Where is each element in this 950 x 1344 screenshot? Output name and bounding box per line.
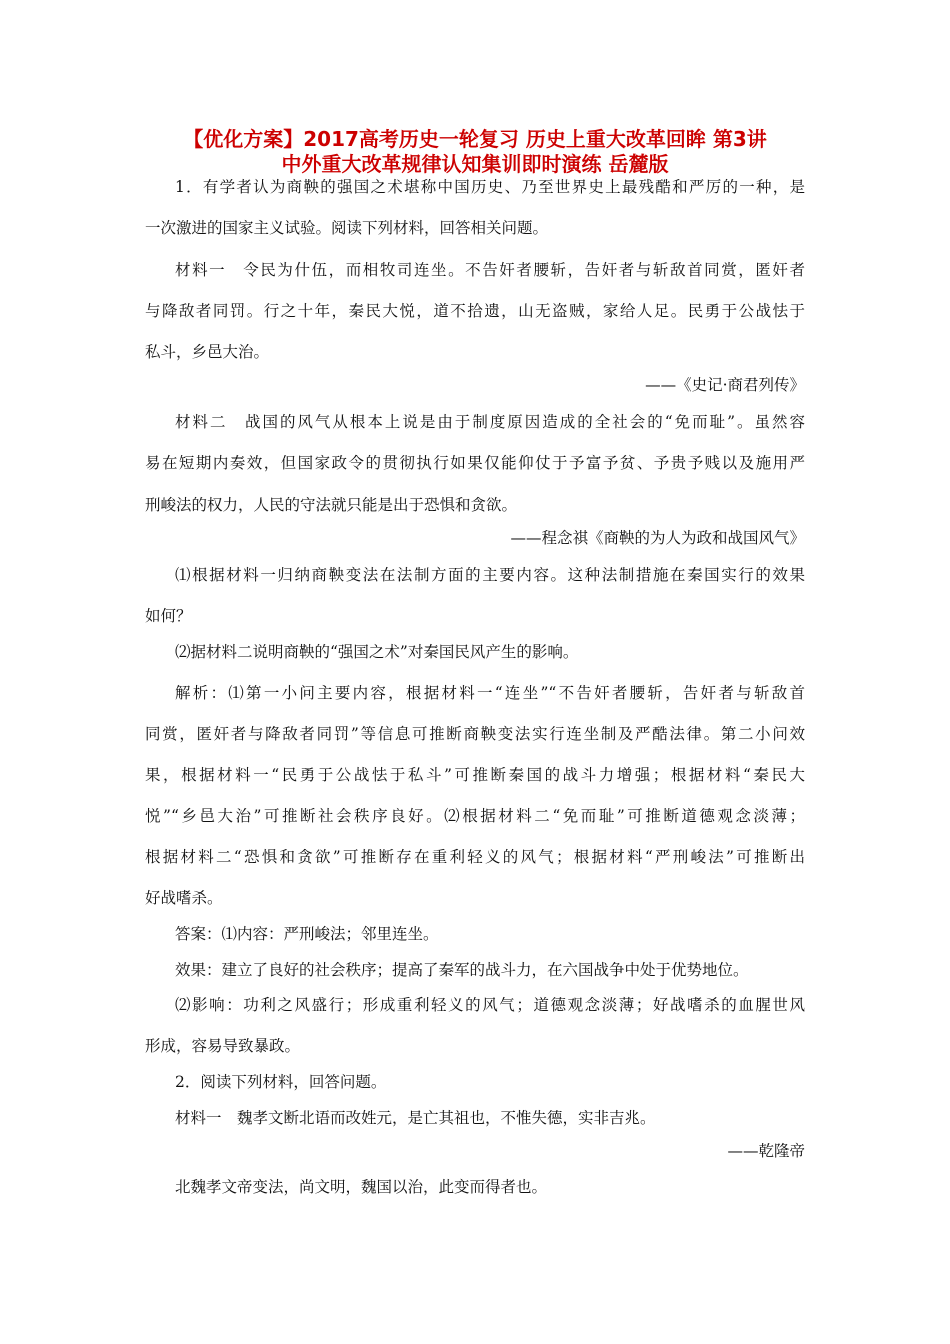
analysis-line-3: 果，根据材料一“民勇于公战怯于私斗”可推断秦国的战斗力增强；根据材料“秦民大 xyxy=(145,766,805,784)
answer-content: 答案：⑴内容：严刑峻法；邻里连坐。 xyxy=(175,925,439,943)
q2-material-1: 材料一 魏孝文断北语而改姓元，是亡其祖也，不惟失德，实非吉兆。 xyxy=(175,1109,656,1127)
answer-impact-line-2: 形成，容易导致暴政。 xyxy=(145,1037,301,1055)
analysis-line-6: 好战嗜杀。 xyxy=(145,889,223,907)
answer-effect: 效果：建立了良好的社会秩序；提高了秦军的战斗力，在六国战争中处于优势地位。 xyxy=(175,961,749,979)
analysis-line-2: 同赏，匿奸者与降敌者同罚”等信息可推断商鞅变法实行连坐制及严酷法律。第二小问效 xyxy=(145,725,805,743)
analysis-line-5: 根据材料二“恐惧和贪欲”可推断存在重利轻义的风气；根据材料“严刑峻法”可推断出 xyxy=(145,848,805,866)
question-1-line-1: ⑴根据材料一归纳商鞅变法在法制方面的主要内容。这种法制措施在秦国实行的效果 xyxy=(175,566,805,584)
q2-material-1-source: ——乾隆帝 xyxy=(727,1142,805,1160)
material-1-source: ——《史记·商君列传》 xyxy=(645,376,805,394)
material-1-line-3: 私斗，乡邑大治。 xyxy=(145,343,270,361)
q2-material-1-line-2: 北魏孝文帝变法，尚文明，魏国以治，此变而得者也。 xyxy=(175,1178,548,1196)
q1-intro-line-1: 1．有学者认为商鞅的强国之术堪称中国历史、乃至世界史上最残酷和严厉的一种，是 xyxy=(175,178,805,196)
q2-intro: 2．阅读下列材料，回答问题。 xyxy=(175,1073,387,1091)
material-1-line-1: 材料一 令民为什伍，而相牧司连坐。不告奸者腰斩，告奸者与斩敌首同赏，匿奸者 xyxy=(175,261,805,279)
material-1-line-2: 与降敌者同罚。行之十年，秦民大悦，道不拾遗，山无盗贼，家给人足。民勇于公战怯于 xyxy=(145,302,805,320)
q1-intro-line-2: 一次激进的国家主义试验。阅读下列材料，回答相关问题。 xyxy=(145,219,549,237)
material-2-line-2: 易在短期内奏效，但国家政令的贯彻执行如果仅能仰仗于予富予贫、予贵予贱以及施用严 xyxy=(145,454,805,472)
material-2-line-1: 材料二 战国的风气从根本上说是由于制度原因造成的全社会的“免而耻”。虽然容 xyxy=(175,413,805,431)
document-title-line-1: 【优化方案】2017高考历史一轮复习 历史上重大改革回眸 第3讲 xyxy=(183,127,767,151)
analysis-line-4: 悦”“乡邑大治”可推断社会秩序良好。⑵根据材料二“免而耻”可推断道德观念淡薄； xyxy=(145,807,805,825)
document-title-line-2: 中外重大改革规律认知集训即时演练 岳麓版 xyxy=(281,152,669,176)
answer-impact-line-1: ⑵影响：功利之风盛行；形成重利轻义的风气；道德观念淡薄；好战嗜杀的血腥世风 xyxy=(175,996,805,1014)
material-2-source: ——程念祺《商鞅的为人为政和战国风气》 xyxy=(510,529,805,547)
question-1-line-2: 如何？ xyxy=(145,607,192,625)
question-2: ⑵据材料二说明商鞅的“强国之术”对秦国民风产生的影响。 xyxy=(175,643,579,661)
analysis-line-1: 解析：⑴第一小问主要内容，根据材料一“连坐”“不告奸者腰斩，告奸者与斩敌首 xyxy=(175,684,805,702)
material-2-line-3: 刑峻法的权力，人民的守法就只能是出于恐惧和贪欲。 xyxy=(145,496,518,514)
